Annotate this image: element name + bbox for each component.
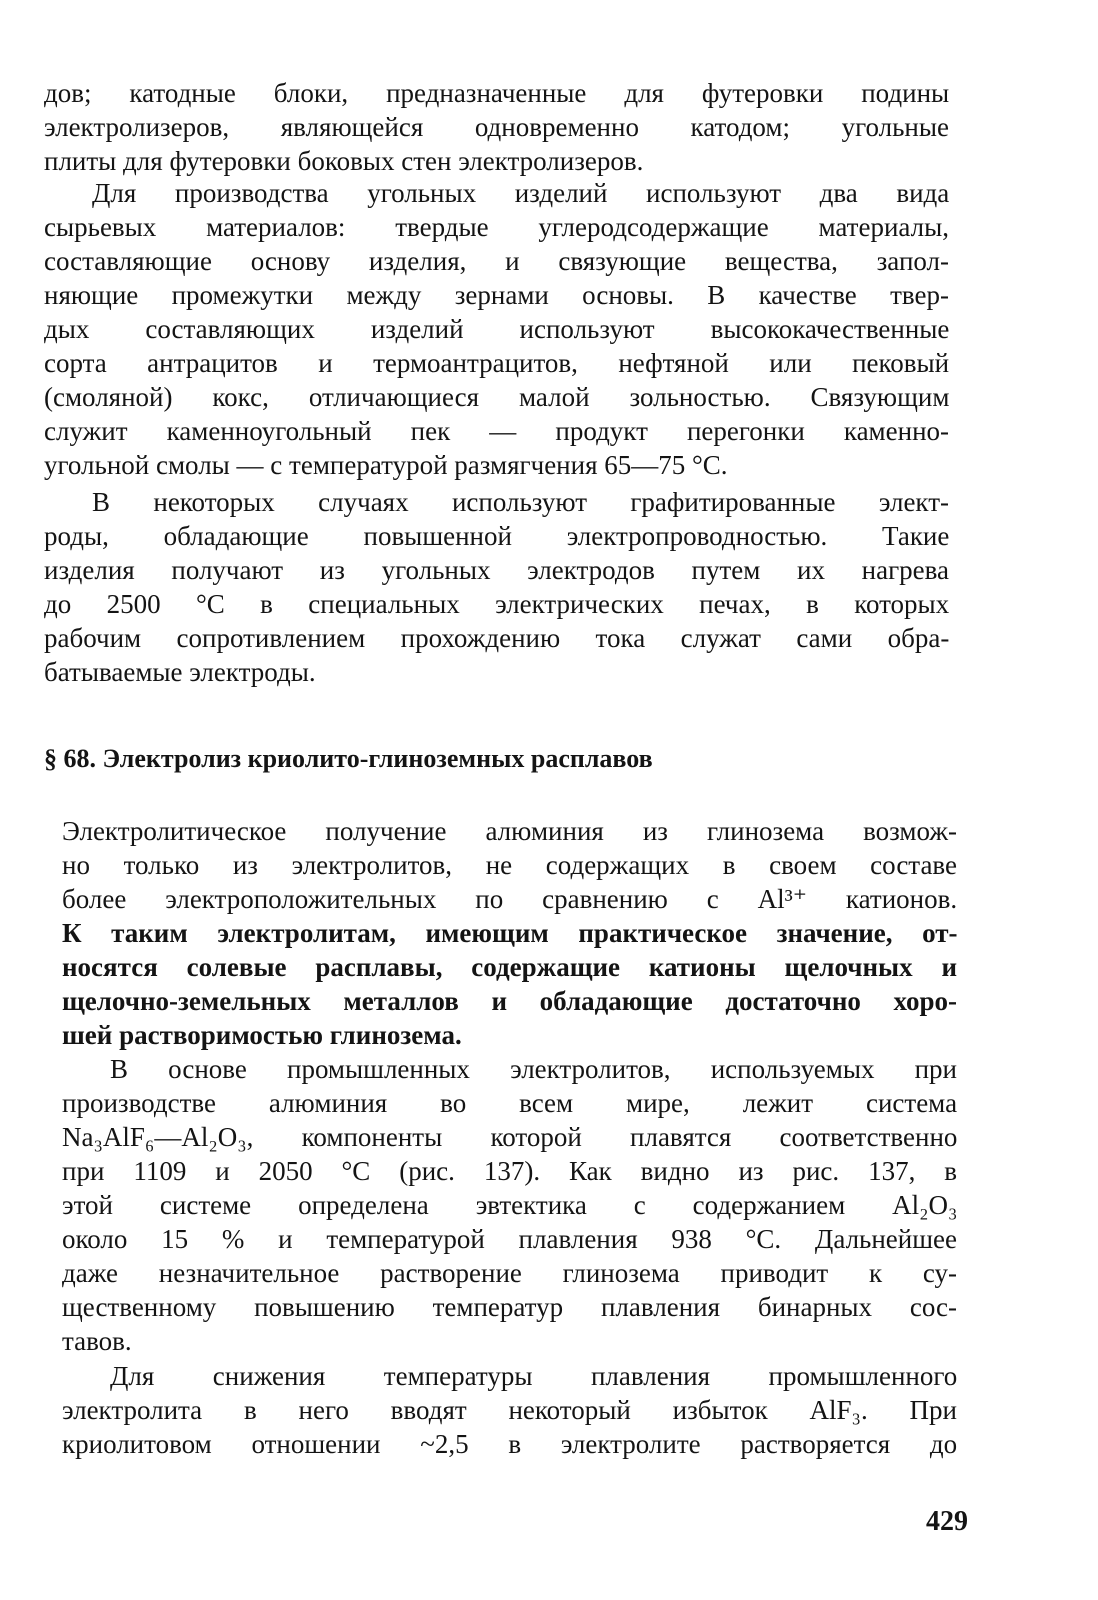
paragraph-1 — [44, 76, 949, 178]
text-line: изделия получают из угольных электродов путем их нагрева — [44, 555, 949, 585]
text-line: но только из электролитов, не содержащих в своем составе — [62, 850, 957, 880]
text-line: сырьевых материалов: твердые углеродсодержащие материалы, — [44, 212, 949, 242]
section-heading: § 68. Электролиз криолито-глиноземных расплавов — [44, 744, 653, 773]
text-line: при 1109 и 2050 °С (рис. 137). Как видно из рис. 137, в — [62, 1156, 958, 1186]
text-line: до 2500 °С в специальных электрических печах, в которых — [44, 589, 950, 619]
text-line: Для производства угольных изделий используют два вида — [92, 178, 950, 208]
text-line: сорта антрацитов и термоантрацитов, нефтяной или пековый — [44, 348, 950, 378]
text-line: даже незначительное растворение глинозема приводит к су- — [62, 1258, 957, 1288]
text-line: служит каменноугольный пек — продукт перегонки каменно- — [44, 416, 950, 446]
text-line: няющие промежутки между зернами основы. В качестве твер- — [44, 280, 949, 310]
paragraph-4 — [62, 814, 957, 1052]
text-line: более электроположительных по сравнению с Al³⁺ катионов. — [62, 884, 958, 914]
text-line: (смоляной) кокс, отличающиеся малой зольностью. Связующим — [44, 382, 950, 412]
text-line: этой системе определена эвтектика с содержанием Al₂O₃ — [62, 1190, 958, 1220]
text-line: батываемые электроды. — [44, 657, 316, 687]
text-line: составляющие основу изделия, и связующие вещества, запол- — [44, 246, 949, 276]
text-line: Для снижения температуры плавления промышленного — [110, 1361, 958, 1391]
text-line: дых составляющих изделий используют высококачественные — [44, 314, 950, 344]
paragraph-5 — [62, 1052, 957, 1358]
text-line: электролита в него вводят некоторый избыток AlF₃. При — [62, 1395, 957, 1425]
text-line: шей растворимостью глинозема. — [62, 1020, 462, 1050]
text-line: носятся солевые расплавы, содержащие катионы щелочных и — [62, 952, 957, 982]
text-line: производстве алюминия во всем мире, лежит система — [62, 1088, 958, 1118]
text-line: Электролитическое получение алюминия из глинозема возмож- — [62, 816, 957, 846]
text-line: криолитовом отношении ~2,5 в электролите растворяется до — [62, 1429, 958, 1459]
text-line: плиты для футеровки боковых стен электролизеров. — [44, 146, 644, 176]
text-line: угольной смолы — с температурой размягчения 65—75 °С. — [44, 450, 728, 480]
text-line: роды, обладающие повышенной электропроводностью. Такие — [44, 521, 950, 551]
text-line: В основе промышленных электролитов, используемых при — [110, 1054, 958, 1084]
text-line: электролизеров, являющейся одновременно катодом; угольные — [44, 112, 949, 142]
text-line: К таким электролитам, имеющим практическое значение, от- — [62, 918, 958, 948]
text-line: щелочно-земельных металлов и обладающие достаточно хоро- — [62, 986, 957, 1016]
text-line: рабочим сопротивлением прохождению тока служат сами обра- — [44, 623, 950, 653]
text-line: тавов. — [62, 1326, 132, 1356]
paragraph-6 — [62, 1359, 957, 1461]
paragraph-2 — [44, 176, 949, 482]
text-line: В некоторых случаях используют графитированные элект- — [92, 487, 949, 517]
text-line: щественному повышению температур плавления бинарных сос- — [62, 1292, 957, 1322]
text-line: дов; катодные блоки, предназначенные для футеровки подины — [44, 78, 950, 108]
paragraph-3 — [44, 485, 949, 689]
text-line: Na₃AlF₆—Al₂O₃, компоненты которой плавятся соответственно — [62, 1122, 958, 1152]
text-line: около 15 % и температурой плавления 938 °С. Дальнейшее — [62, 1224, 957, 1254]
page-number: 429 — [926, 1506, 968, 1537]
